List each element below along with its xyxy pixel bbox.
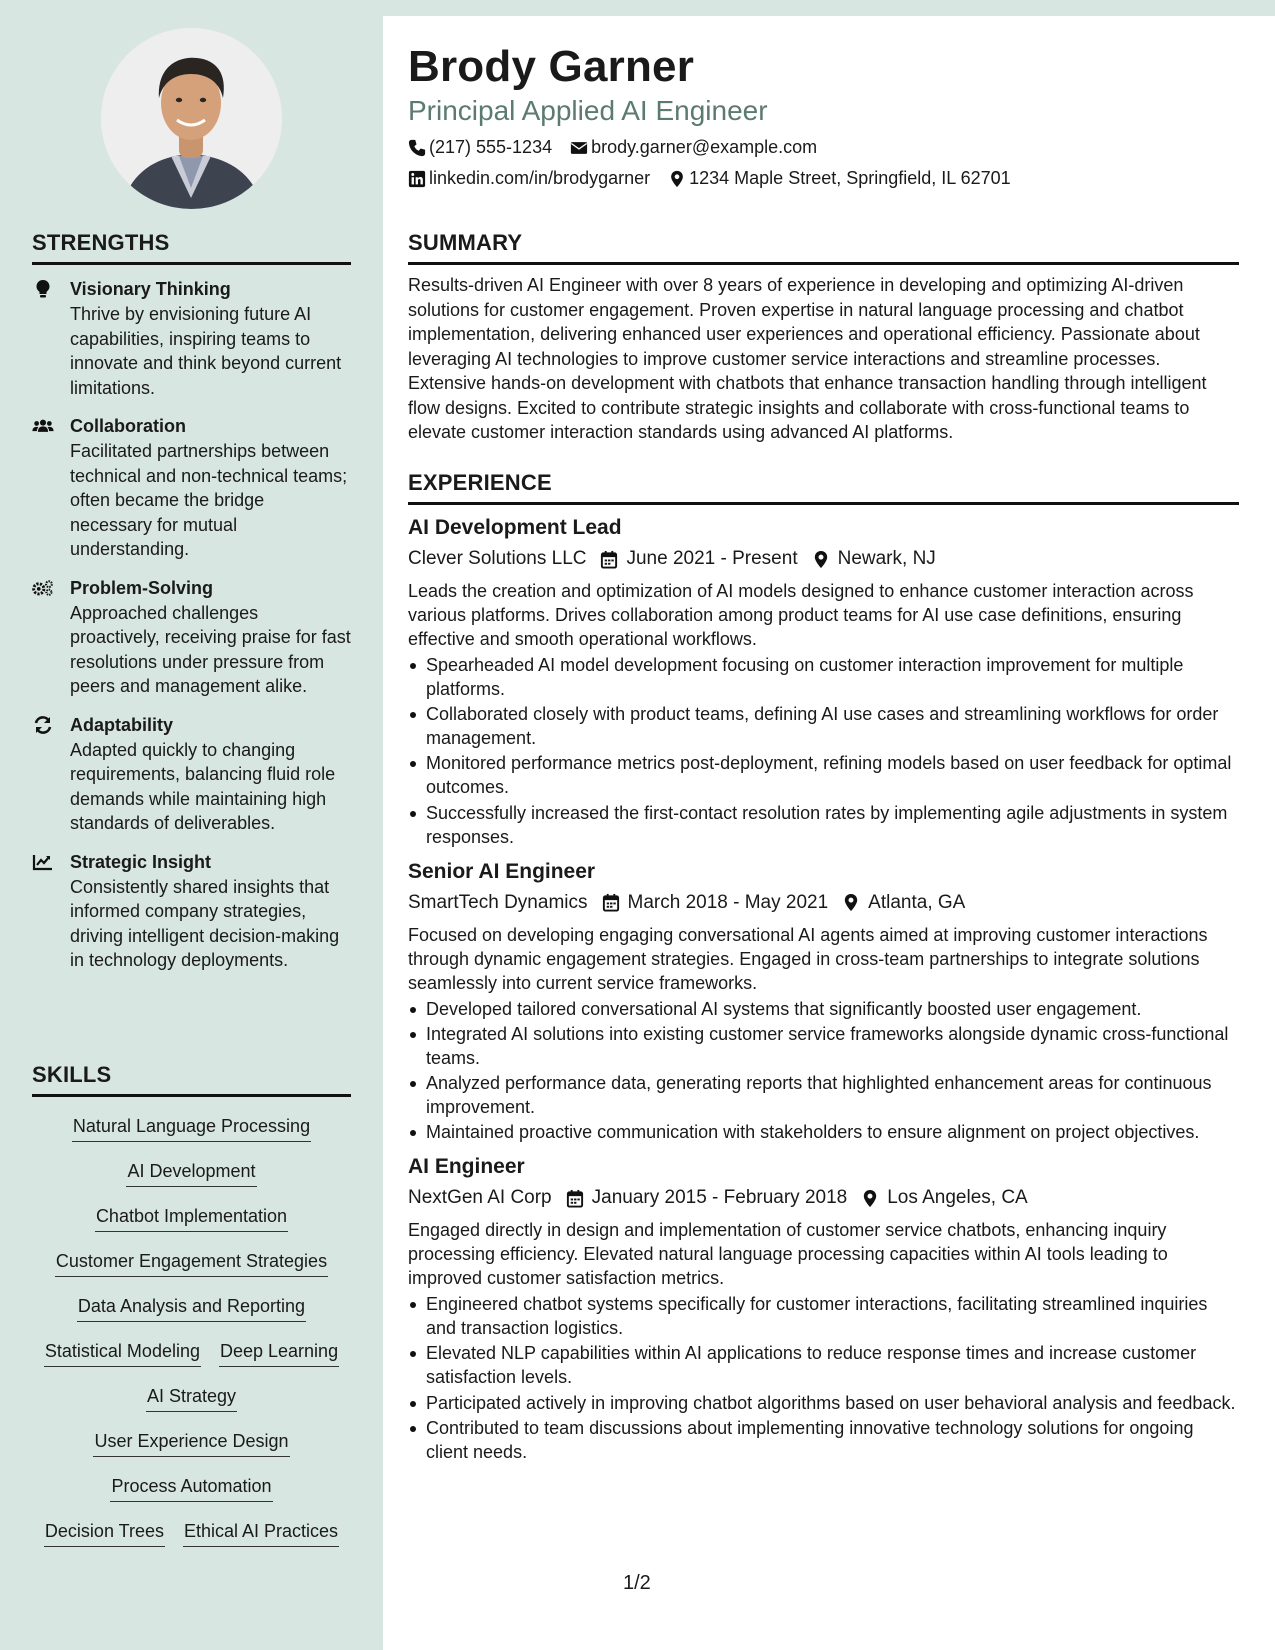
skill-tag: Process Automation — [110, 1473, 272, 1502]
job-dates: June 2021 - Present — [626, 548, 798, 569]
linkedin-contact[interactable] — [408, 163, 650, 194]
list-item: Analyzed performance data, generating reports that highlighted enhancement areas for continuous improvement. — [408, 1071, 1239, 1119]
strength-name: Problem-Solving — [70, 577, 214, 598]
job-description: Focused on developing engaging conversational AI agents aimed at improving customer interactions through dynamic engagement strategies. Engaged in cross-team partnerships to integrate solutions seamlessly into current service frameworks. — [408, 924, 1208, 993]
job-description: Leads the creation and optimization of AI models designed to enhance customer interaction across various platforms. Drives collaboration among product teams for AI use case definitions, ensuring effective and smooth operational workflows. — [408, 581, 1194, 649]
chart-line-icon — [32, 850, 70, 973]
skill-tag: Chatbot Implementation — [95, 1203, 288, 1232]
address-text: 1234 Maple Street, Springfield, IL 62701 — [689, 168, 1011, 188]
list-item: Monitored performance metrics post-deployment, refining models based on user feedback for optimal outcomes. — [408, 751, 1239, 799]
contact-row — [408, 132, 1011, 163]
linkedin-link[interactable]: linkedin.com/in/brodygarner — [429, 168, 651, 188]
strength-item — [32, 713, 351, 836]
job-location: Newark, NJ — [837, 548, 936, 569]
calendar-icon — [600, 550, 618, 569]
job-dates: March 2018 - May 2021 — [627, 891, 829, 913]
job-company: Clever Solutions LLC — [408, 548, 587, 569]
job-meta — [408, 543, 1239, 575]
strength-item — [32, 277, 351, 400]
map-pin-icon — [812, 550, 830, 569]
job-location: Los Angeles, CA — [887, 1187, 1028, 1209]
skill-tag: Statistical Modeling — [44, 1338, 201, 1367]
list-item: Engineered chatbot systems specifically for customer interactions, facilitating streamlined inquiries and transaction logistics. — [408, 1292, 1239, 1340]
skill-tag: Natural Language Processing — [72, 1113, 311, 1142]
calendar-icon — [602, 893, 620, 912]
list-item: Developed tailored conversational AI systems that significantly boosted user engagement. — [408, 997, 1239, 1021]
list-item: Maintained proactive communication with stakeholders to ensure alignment on project objectives. — [408, 1120, 1239, 1144]
skill-tag: Deep Learning — [219, 1338, 339, 1367]
address-contact — [668, 163, 1011, 194]
skill-tag: Decision Trees — [44, 1518, 165, 1547]
strength-desc: Adapted quickly to changing requirements, balancing fluid role demands while maintaining high standards of deliverables. — [70, 739, 336, 833]
refresh-icon — [32, 713, 70, 836]
strength-item — [32, 576, 351, 699]
list-item: Spearheaded AI model development focusing on customer interaction improvement for multiple platforms. — [408, 653, 1239, 701]
skill-tag: AI Development — [126, 1158, 256, 1187]
phone-contact — [408, 132, 552, 163]
gears-icon — [32, 576, 70, 699]
main-content — [383, 16, 1275, 1650]
users-icon — [32, 414, 70, 562]
phone-text: (217) 555-1234 — [429, 137, 553, 157]
list-item: Contributed to team discussions about implementing innovative technology solutions for ongoing client needs. — [408, 1416, 1239, 1464]
list-item: Successfully increased the first-contact resolution rates by implementing agile adjustments in system responses. — [408, 801, 1239, 849]
strength-name: Collaboration — [70, 416, 186, 436]
skill-tag: Customer Engagement Strategies — [55, 1248, 328, 1277]
map-pin-icon — [668, 170, 686, 188]
job-bullets — [408, 653, 1239, 849]
candidate-title: Principal Applied AI Engineer — [408, 95, 768, 126]
lightbulb-icon — [32, 277, 70, 400]
skills-list — [32, 1113, 351, 1563]
job-company: NextGen AI Corp — [408, 1187, 552, 1209]
strength-desc: Facilitated partnerships between technical and non-technical teams; often became the bridge necessary for mutual understanding. — [70, 441, 348, 559]
contact-row — [408, 163, 1011, 194]
skill-tag: Ethical AI Practices — [183, 1518, 339, 1547]
email-link[interactable]: brody.garner@example.com — [591, 137, 818, 157]
job-bullets — [408, 997, 1239, 1145]
job-meta — [408, 887, 1239, 919]
skills-section — [32, 1062, 351, 1563]
job-title: AI Engineer — [408, 1155, 525, 1179]
envelope-icon — [570, 139, 588, 157]
summary-text: Results-driven AI Engineer with over 8 years of experience in developing and optimizing AI-driven solutions for customer engagement. Proven expertise in natural language processing and chatbot implementation, delivering enhanced user experiences and operational efficiency. Passionate about leveraging AI technologies to improve customer service interactions and streamline processes. Extensive hands-on development with chatbots that enhance transaction handling through intelligent flow designs. Excited to contribute strategic insights and collaborate with cross-functional teams to elevate customer interaction standards using advanced AI platforms. — [408, 275, 1207, 442]
candidate-name: Brody Garner — [408, 42, 695, 91]
skill-tag: User Experience Design — [93, 1428, 289, 1457]
job-entry — [408, 857, 1239, 1145]
linkedin-icon — [408, 170, 426, 188]
skill-tag: Data Analysis and Reporting — [77, 1293, 306, 1322]
strength-name: Strategic Insight — [70, 851, 212, 872]
experience-section — [408, 470, 1239, 1465]
map-pin-icon — [861, 1189, 879, 1208]
job-title: AI Development Lead — [408, 516, 622, 539]
list-item: Collaborated closely with product teams, defining AI use cases and streamlining workflows for order management. — [408, 702, 1239, 750]
experience-heading: EXPERIENCE — [408, 470, 1239, 505]
job-title: Senior AI Engineer — [408, 859, 596, 883]
list-item: Elevated NLP capabilities within AI applications to reduce response times and increase customer satisfaction levels. — [408, 1341, 1239, 1389]
summary-section — [408, 230, 1239, 445]
strength-name: Adaptability — [70, 714, 174, 735]
map-pin-icon — [842, 893, 860, 912]
skills-heading: SKILLS — [32, 1062, 351, 1097]
job-meta — [408, 1182, 1239, 1214]
job-dates: January 2015 - February 2018 — [591, 1187, 848, 1209]
job-entry — [408, 1152, 1239, 1464]
resume-header — [408, 42, 1011, 194]
skill-tag: AI Strategy — [146, 1383, 237, 1412]
strength-desc: Thrive by envisioning future AI capabilities, inspiring teams to innovate and think beyond current limitations. — [70, 304, 342, 398]
summary-heading: SUMMARY — [408, 230, 1239, 265]
email-contact[interactable] — [570, 132, 817, 163]
strength-name: Visionary Thinking — [70, 279, 231, 299]
calendar-icon — [566, 1189, 584, 1208]
strengths-section — [32, 230, 351, 973]
phone-icon — [408, 139, 426, 157]
strength-desc: Consistently shared insights that informed company strategies, driving intelligent decision-making in technology deployments. — [70, 876, 340, 970]
list-item: Integrated AI solutions into existing customer service frameworks alongside dynamic cross-functional teams. — [408, 1022, 1239, 1070]
job-entry — [408, 513, 1239, 849]
job-bullets — [408, 1292, 1239, 1464]
job-description: Engaged directly in design and implementation of customer service chatbots, enhancing inquiry processing efficiency. Elevated natural language processing capacities within AI tools leading to improved customer satisfaction metrics. — [408, 1220, 1168, 1289]
strength-item — [32, 414, 351, 562]
strength-item — [32, 850, 351, 973]
sidebar — [0, 0, 383, 1650]
strength-desc: Approached challenges proactively, receiving praise for fast resolutions under pressure from peers and management alike. — [70, 602, 351, 696]
strengths-heading: STRENGTHS — [32, 230, 351, 265]
list-item: Participated actively in improving chatbot algorithms based on user behavioral analysis and feedback. — [408, 1391, 1239, 1415]
job-location: Atlanta, GA — [868, 891, 966, 913]
page-number: 1/2 — [623, 1572, 651, 1594]
profile-photo — [101, 28, 282, 209]
job-company: SmartTech Dynamics — [408, 891, 588, 913]
